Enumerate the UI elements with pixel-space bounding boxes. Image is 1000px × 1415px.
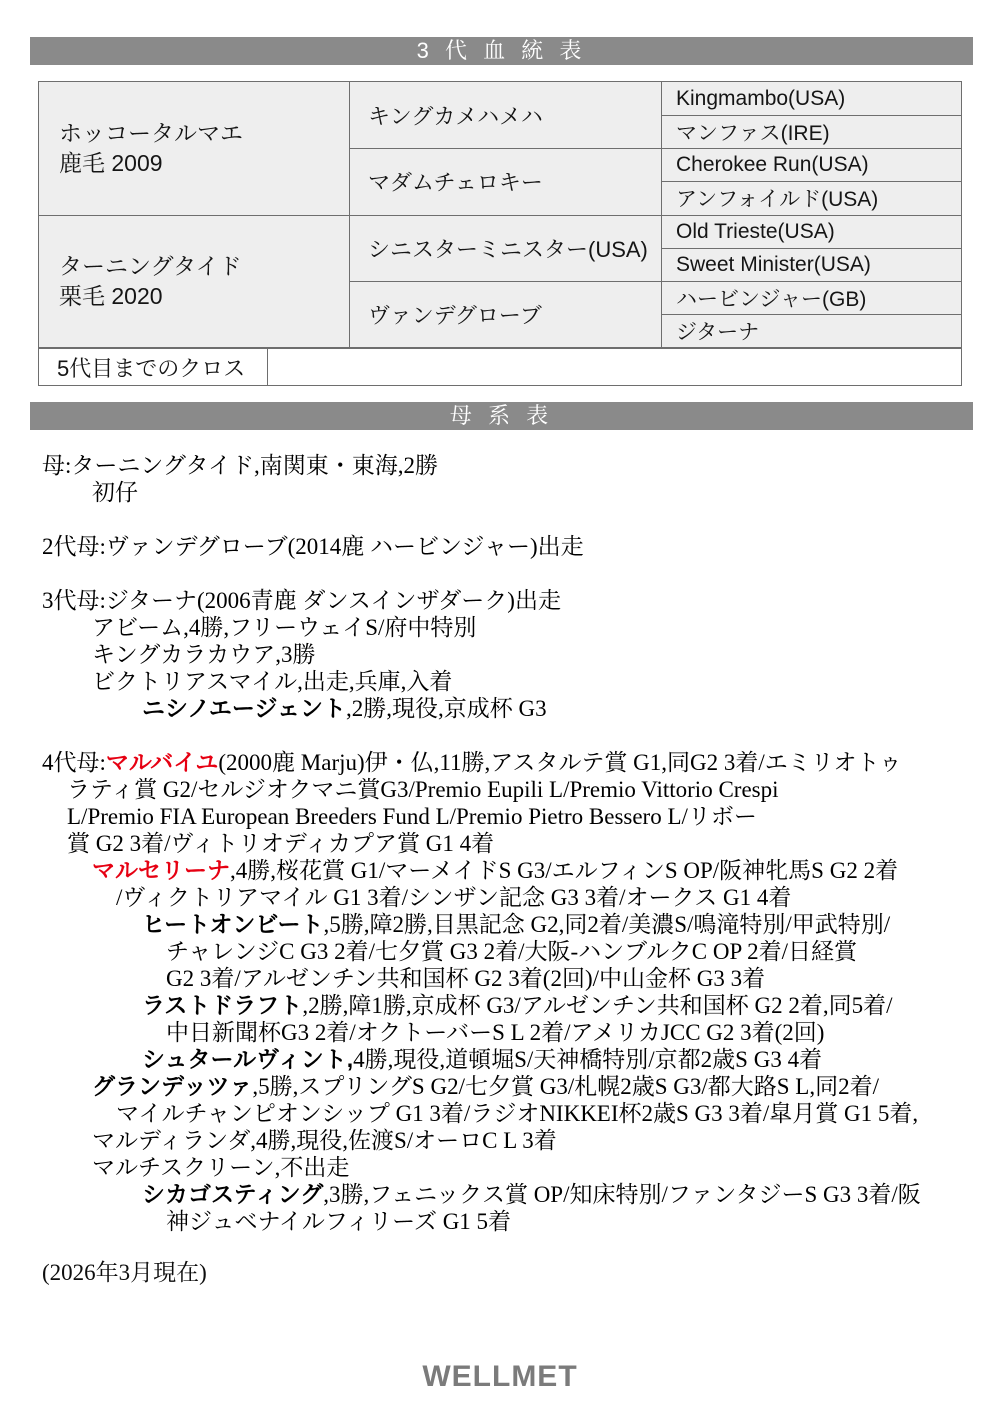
sire-dam-cell [349,148,661,214]
damline-line [142,1181,1000,1208]
damline-text: (2000鹿 Marju)伊・仏,11勝,アスタルテ賞 G1,同G2 3着/エミリオトゥ [218,750,902,775]
dam-dam-name: ヴァンデグローブ [368,302,542,328]
gen3-cell [661,314,961,347]
damline-text: 賞 G2 3着/ヴィトリオディカプア賞 G1 4着 [67,831,495,856]
horse-name-bold: ニシノエージェント [142,695,347,721]
dam-sire-name: シニスターミニスター(USA) [368,236,648,262]
horse-name-bold: グランデッツァ [92,1073,253,1099]
gen3-cell [661,115,961,148]
damline-text: アビーム,4勝,フリーウェイS/府中特別 [92,615,477,640]
damline-line [42,587,1000,614]
horse-name-bold: シュタールヴィント, [142,1046,354,1072]
damline-text: 神ジュベナイルフィリーズ G1 5着 [166,1209,512,1234]
gen3-cell [661,215,961,248]
damline-title-bar: 母 系 表 [30,402,973,430]
damline-text: /ヴィクトリアマイル G1 3着/シンザン記念 G3 3着/オークス G1 4着 [116,885,792,910]
gen3-cell [661,148,961,181]
damline-line [92,668,1000,695]
cross-label: 5代目までのクロス [39,349,268,385]
damline-line [142,695,1000,722]
gen3-name: アンフォイルド(USA) [676,188,879,212]
gen3-name: Sweet Minister(USA) [676,252,871,276]
damline-text: マイルチャンピオンシップ G1 3着/ラジオNIKKEI杯2歳S G3 3着/皐月賞 G1 5着, [116,1101,919,1126]
damline-text: キングカラカウア,3勝 [92,642,316,667]
gen3-name: ハービンジャー(GB) [676,287,867,311]
damline-line [92,1127,1000,1154]
damline-blank-line [0,560,1000,587]
sire-name: ホッコータルマエ [59,120,243,147]
gen3-name: Old Trieste(USA) [676,219,835,243]
sire-cell [39,82,349,215]
damline-body [0,452,1000,1235]
damline-text: 3代母:ジターナ(2006青鹿 ダンスインザダーク)出走 [42,588,561,613]
damline-line [92,641,1000,668]
horse-name-bold: シカゴスティング [142,1181,324,1207]
horse-name-bold: ラストドラフト [142,992,303,1018]
dam-detail: 栗毛 2020 [59,283,163,310]
dam-cell [39,215,349,348]
gen3-name: Kingmambo(USA) [676,86,846,110]
horse-name-red: マルセリーナ [92,857,230,883]
damline-text: ,3勝,フェニックス賞 OP/知床特別/ファンタジーS G3 3着/阪 [323,1182,921,1207]
dam-sire-cell [349,215,661,281]
damline-line [166,965,1000,992]
horse-name-red: マルバイユ [105,749,219,775]
damline-line [92,1073,1000,1100]
gen3-name: ジターナ [676,320,760,344]
horse-name-bold: ヒートオンビート [142,911,324,937]
sire-dam-name: マダムチェロキー [368,170,543,196]
damline-line [67,830,1000,857]
sire-sire-cell [349,82,661,148]
sire-sire-name: キングカメハメハ [368,103,543,129]
damline-line [42,749,1000,776]
damline-text: ,2勝,障1勝,京成杯 G3/アルゼンチン共和国杯 G2 2着,同5着/ [302,993,893,1018]
damline-text: ,4勝,桜花賞 G1/マーメイドS G3/エルフィンS OP/阪神牝馬S G2 2着 [230,858,899,883]
gen3-cell [661,181,961,214]
damline-text: ,5勝,障2勝,目黒記念 G2,同2着/美濃S/鳴滝特別/甲武特別/ [323,912,891,937]
dam-dam-cell [349,281,661,347]
sire-detail: 鹿毛 2009 [59,150,163,177]
damline-text: 中日新聞杯G3 2着/オクトーバーS L 2着/アメリカJCC G2 3着(2回) [166,1020,825,1045]
pedigree-table [38,81,962,348]
damline-text: チャレンジC G3 2着/七夕賞 G3 2着/大阪-ハンブルクC OP 2着/日経賞 [166,939,858,964]
cross-value [268,349,961,385]
damline-line [42,452,1000,479]
damline-blank-line [0,506,1000,533]
damline-text: 母:ターニングタイド,南関東・東海,2勝 [42,453,439,478]
damline-line [92,479,1000,506]
gen3-cell [661,248,961,281]
wellmet-logo: WELLMET [422,1360,578,1393]
damline-line [142,992,1000,1019]
cross-row [38,348,962,386]
damline-text: 2代母:ヴァンデグローブ(2014鹿 ハービンジャー)出走 [42,534,584,559]
gen3-cell [661,281,961,314]
damline-line [142,1046,1000,1073]
damline-text: マルチスクリーン,不出走 [92,1155,350,1180]
dam-name: ターニングタイド [59,253,242,280]
damline-line [92,614,1000,641]
pedigree-table-title-bar: 3 代 血 統 表 [30,37,973,65]
damline-text: ビクトリアスマイル,出走,兵庫,入着 [92,669,453,694]
damline-blank-line [0,722,1000,749]
damline-text: マルディランダ,4勝,現役,佐渡S/オーロC L 3着 [92,1128,557,1153]
damline-text: 4代母: [42,750,106,775]
damline-text: ,5勝,スプリングS G2/七夕賞 G3/札幌2歳S G3/都大路S L,同2着/ [252,1074,879,1099]
damline-text: 4勝,現役,道頓堀S/天神橋特別/京都2歳S G3 4着 [353,1047,823,1072]
damline-line [166,1208,1000,1235]
damline-line [92,857,1000,884]
as-of-date: (2026年3月現在) [42,1260,207,1285]
damline-line [67,776,1000,803]
damline-text: ,2勝,現役,京成杯 G3 [346,696,547,721]
damline-line [166,938,1000,965]
damline-text: G2 3着/アルゼンチン共和国杯 G2 3着(2回)/中山金杯 G3 3着 [166,966,766,991]
damline-line [42,533,1000,560]
damline-text: L/Premio FIA European Breeders Fund L/Premio Pietro Bessero L/リボー [67,804,757,829]
gen3-name: マンファス(IRE) [676,122,830,146]
gen3-name: Cherokee Run(USA) [676,153,869,177]
damline-line [67,803,1000,830]
gen3-cell [661,82,961,115]
damline-text: ラティ賞 G2/セルジオクマニ賞G3/Premio Eupili L/Premio Vittorio Crespi [67,777,779,802]
damline-text: 初仔 [92,480,138,505]
damline-line [166,1019,1000,1046]
damline-line [116,884,1000,911]
damline-line [142,911,1000,938]
damline-line [116,1100,1000,1127]
damline-line [92,1154,1000,1181]
